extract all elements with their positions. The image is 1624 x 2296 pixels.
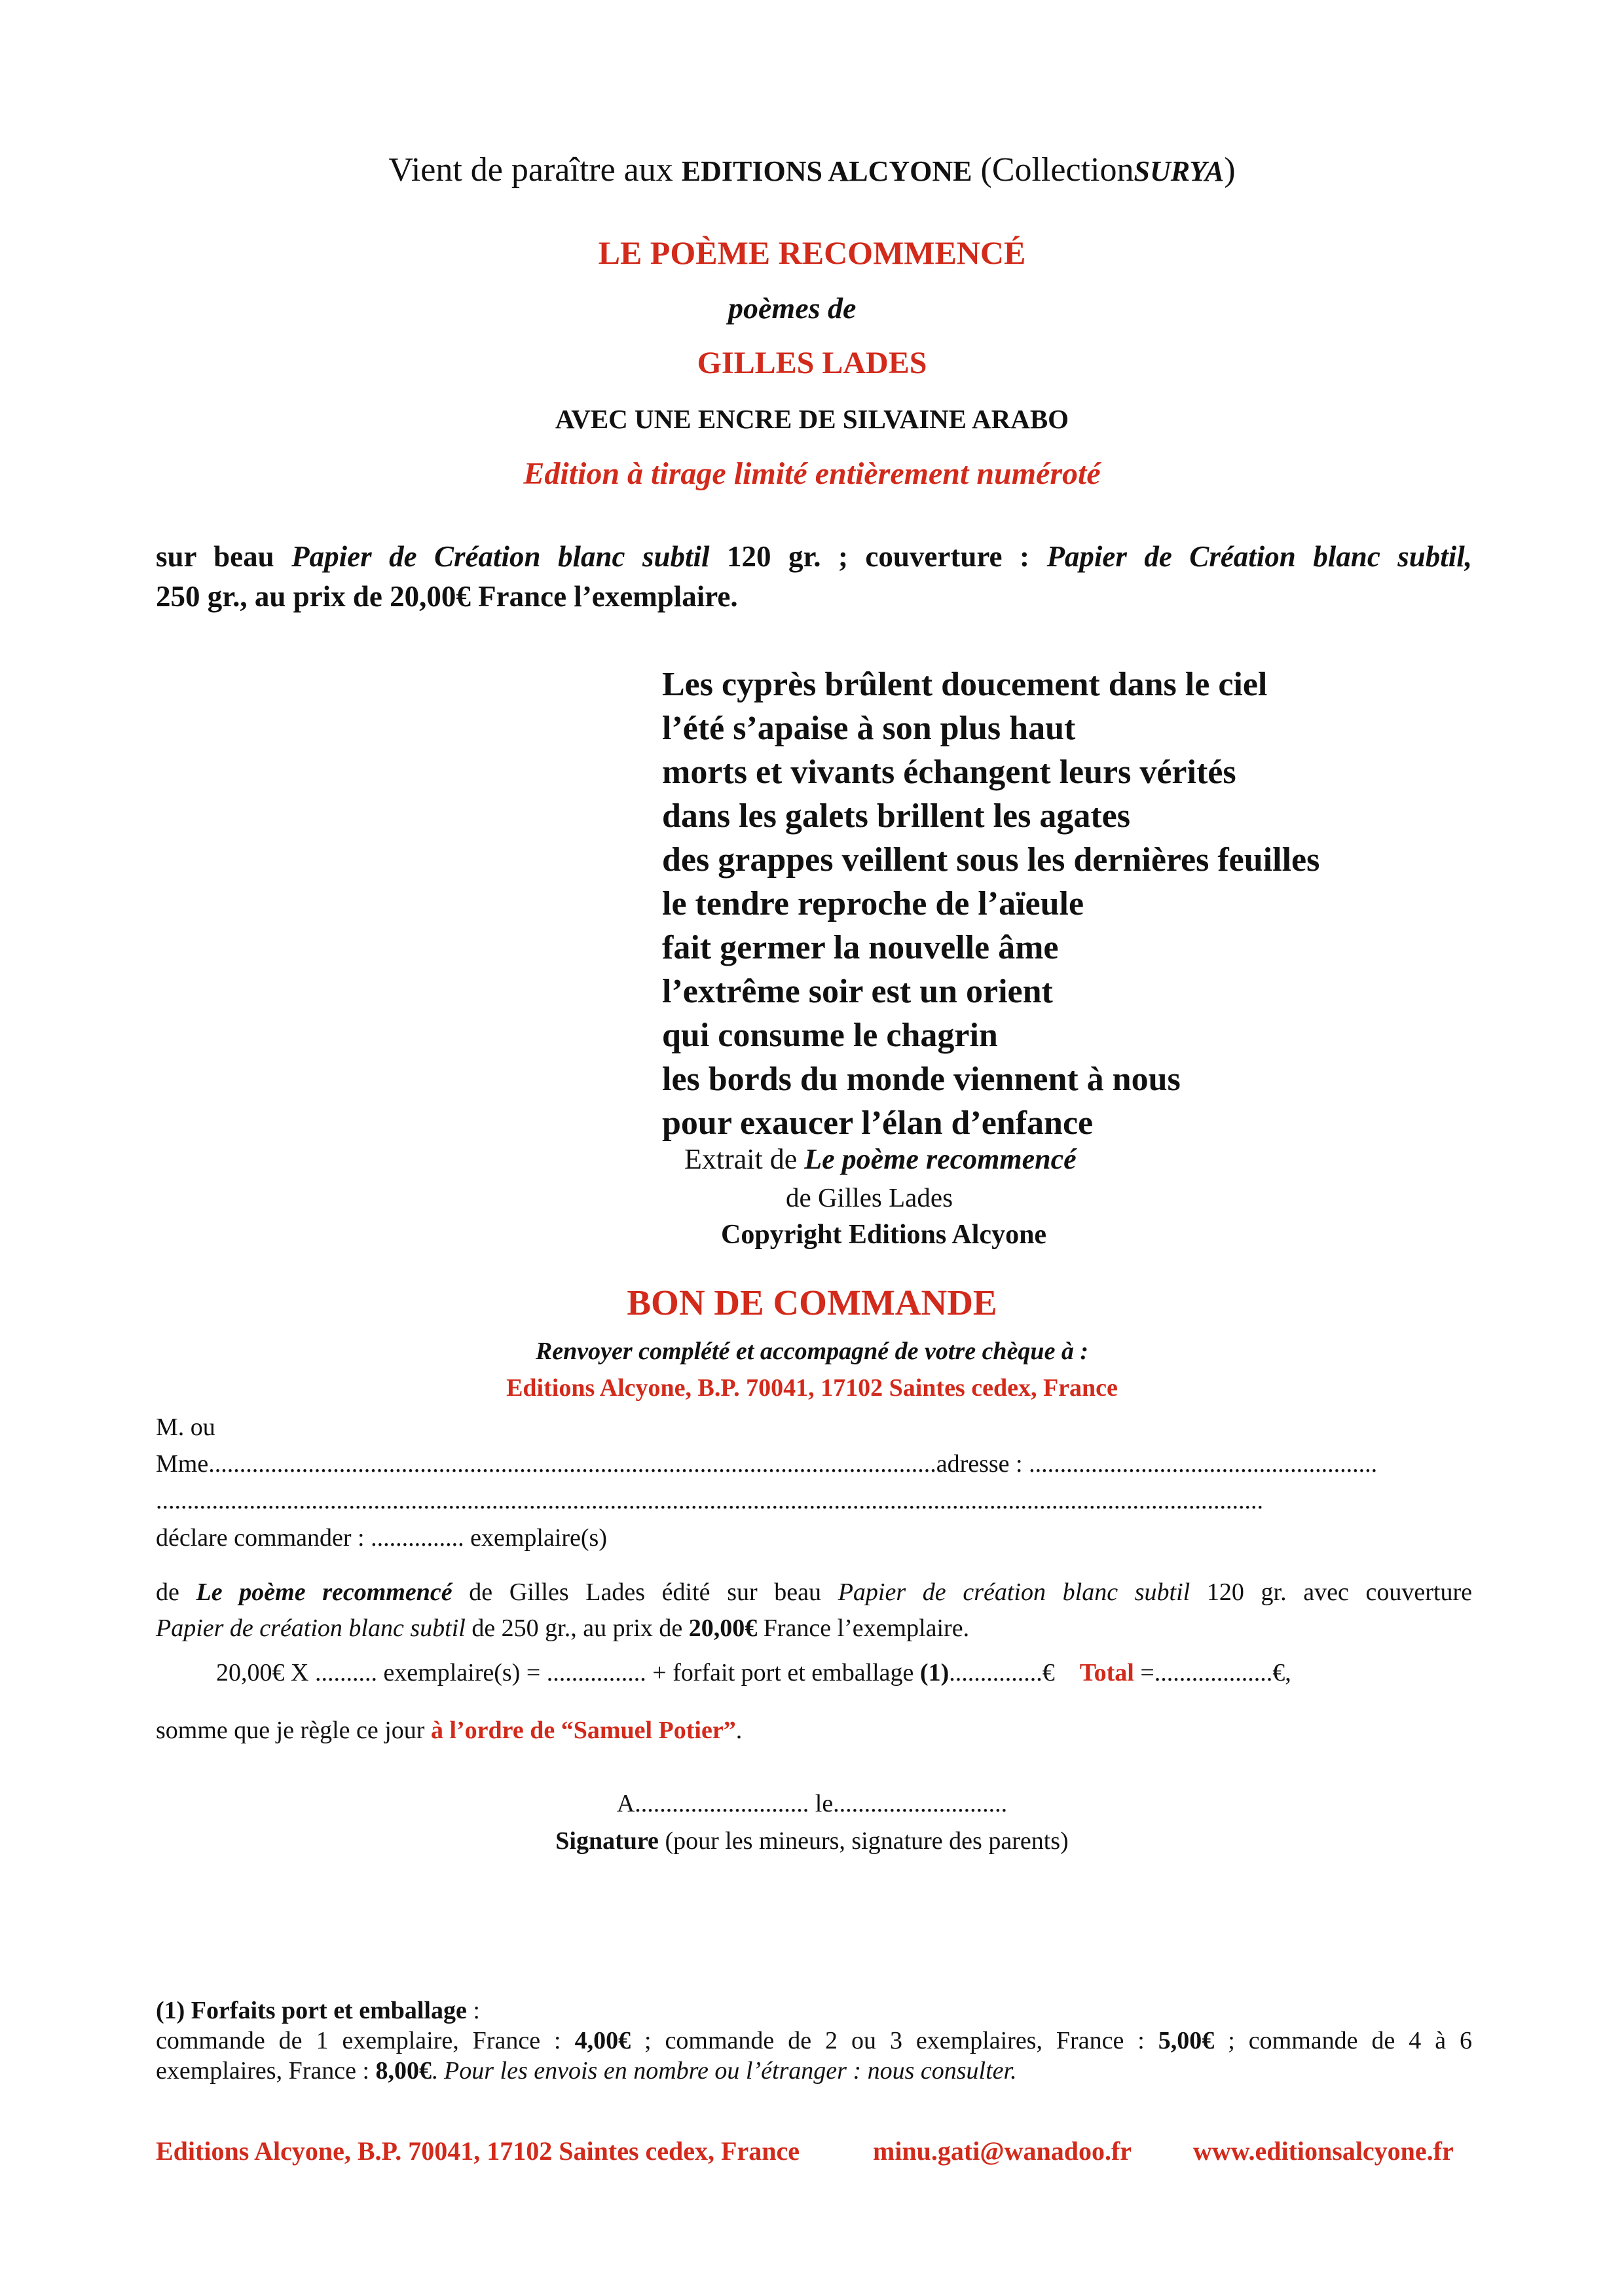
header-line xyxy=(0,151,1624,189)
field-name-address[interactable]: Mme.....................................................................................................................adresse : ........................................................ xyxy=(156,1450,1378,1478)
signature-line xyxy=(0,1827,1624,1855)
book-title: LE POÈME RECOMMENCÉ xyxy=(598,234,1026,271)
order-address: Editions Alcyone, B.P. 70041, 17102 Saintes cedex, France xyxy=(506,1374,1118,1402)
field-m: M. ou xyxy=(156,1413,215,1441)
footer-website[interactable]: www.editionsalcyone.fr xyxy=(1193,2136,1454,2166)
order-text: de xyxy=(156,1578,179,1606)
credit-title: Le poème recommencé xyxy=(804,1143,1077,1175)
order-paper: Papier de création blanc subtil xyxy=(838,1578,1190,1606)
shipping-heading-line xyxy=(156,1995,1472,2026)
paper-name: Papier de Création blanc subtil, xyxy=(1046,540,1473,573)
shipping-heading: (1) Forfaits port et emballage xyxy=(156,1997,467,2024)
poem-line: morts et vivants échangent leurs vérités xyxy=(662,754,1236,791)
order-instructions: Renvoyer complété et accompagné de votre chèque à : xyxy=(535,1338,1089,1365)
shipping-price: 8,00€ xyxy=(375,2057,432,2085)
order-text: de Gilles Lades édité sur beau xyxy=(469,1578,822,1606)
order-calculation[interactable] xyxy=(216,1658,1291,1687)
poem-line: des grappes veillent sous les dernières feuilles xyxy=(662,841,1320,879)
order-description-line-2 xyxy=(156,1611,1472,1647)
payment-text: . xyxy=(735,1717,743,1744)
book-subtitle: poèmes de xyxy=(728,291,857,325)
calc-shipping: ...............€ xyxy=(949,1659,1055,1686)
poem-line: les bords du monde viennent à nous xyxy=(662,1061,1181,1098)
field-address-line[interactable]: .................................................................................................................................................................................. xyxy=(156,1487,1263,1514)
header-pre: Vient de paraître aux xyxy=(388,151,673,189)
poem-credit xyxy=(684,1142,1077,1176)
poem-line: Les cyprès brûlent doucement dans le ciel xyxy=(662,666,1268,703)
signature-note: (pour les mineurs, signature des parents) xyxy=(665,1827,1069,1855)
poem-line: l’extrême soir est un orient xyxy=(662,973,1053,1010)
footer-address: Editions Alcyone, B.P. 70041, 17102 Saintes cedex, France xyxy=(156,2136,800,2166)
shipping-text: . xyxy=(432,2057,438,2085)
calc-text: 20,00€ X .......... exemplaire(s) = ................ + forfait port et emballage xyxy=(216,1659,914,1686)
order-book-title: Le poème recommencé xyxy=(196,1578,452,1606)
place-date-field[interactable]: A............................ le............................ xyxy=(616,1790,1008,1817)
credit-pre: Extrait de xyxy=(684,1143,798,1175)
order-description xyxy=(156,1575,1472,1647)
footer-email[interactable]: minu.gati@wanadoo.fr xyxy=(873,2136,1132,2166)
collection-name: SURYA xyxy=(1134,155,1225,187)
payment-payee: à l’ordre de “Samuel Potier” xyxy=(430,1717,736,1744)
description-text: 120 gr. ; couverture : xyxy=(726,540,1029,573)
order-text: France l’exemplaire. xyxy=(763,1614,970,1642)
shipping-text: : xyxy=(466,1997,480,2024)
poem-credit-author: de Gilles Lades xyxy=(786,1182,953,1212)
poem-line: l’été s’apaise à son plus haut xyxy=(662,710,1076,747)
book-illustration: AVEC UNE ENCRE DE SILVAINE ARABO xyxy=(555,404,1069,434)
description-text: sur beau xyxy=(156,540,274,573)
payment-line xyxy=(156,1716,742,1745)
book-author: GILLES LADES xyxy=(697,346,927,380)
signature-label: Signature xyxy=(555,1827,659,1855)
collection-pre: (Collection xyxy=(980,151,1134,189)
shipping-text: ; commande de 2 ou 3 exemplaires, France : xyxy=(644,2027,1145,2054)
description-line-2: 250 gr., au prix de 20,00€ France l’exemplaire. xyxy=(156,580,738,613)
poem-line: le tendre reproche de l’aïeule xyxy=(662,885,1084,922)
shipping-text: exemplaires, France : xyxy=(156,2057,370,2085)
shipping-price: 5,00€ xyxy=(1158,2027,1215,2054)
shipping-consult-note: Pour les envois en nombre ou l’étranger : nous consulter. xyxy=(444,2057,1017,2085)
order-paper: Papier de création blanc subtil xyxy=(156,1614,466,1642)
payment-text: somme que je règle ce jour xyxy=(156,1717,425,1744)
field-quantity[interactable]: déclare commander : ............... exemplaire(s) xyxy=(156,1524,607,1552)
poem-line: fait germer la nouvelle âme xyxy=(662,929,1059,966)
poem-copyright: Copyright Editions Alcyone xyxy=(721,1220,1047,1250)
shipping-price: 4,00€ xyxy=(574,2027,631,2054)
description-line-1 xyxy=(156,537,1472,577)
shipping-text: ; commande de 4 à 6 xyxy=(1228,2027,1473,2054)
order-price: 20,00€ xyxy=(688,1614,758,1642)
shipping-line-2 xyxy=(156,2056,1472,2086)
paper-name: Papier de Création blanc subtil xyxy=(291,540,710,573)
shipping-text: commande de 1 exemplaire, France : xyxy=(156,2027,561,2054)
collection-post: ) xyxy=(1224,151,1236,189)
poem-line: pour exaucer l’élan d’enfance xyxy=(662,1104,1094,1142)
poem-excerpt xyxy=(662,663,1320,1145)
order-text: de 250 gr., au prix de xyxy=(471,1614,683,1642)
edition-note: Edition à tirage limité entièrement numéroté xyxy=(523,456,1101,491)
calc-footnote-ref: (1) xyxy=(919,1659,950,1686)
order-description-line-1 xyxy=(156,1575,1472,1611)
order-heading: BON DE COMMANDE xyxy=(627,1283,997,1322)
publisher-name: EDITIONS ALCYONE xyxy=(681,155,972,187)
poem-line: dans les galets brillent les agates xyxy=(662,797,1130,835)
order-text: 120 gr. avec couverture xyxy=(1206,1578,1473,1606)
shipping-line-1 xyxy=(156,2026,1472,2056)
description xyxy=(156,537,1472,617)
total-value: =...................€, xyxy=(1140,1659,1291,1686)
total-label: Total xyxy=(1079,1659,1134,1686)
shipping-note xyxy=(156,1995,1472,2086)
poem-line: qui consume le chagrin xyxy=(662,1017,998,1054)
